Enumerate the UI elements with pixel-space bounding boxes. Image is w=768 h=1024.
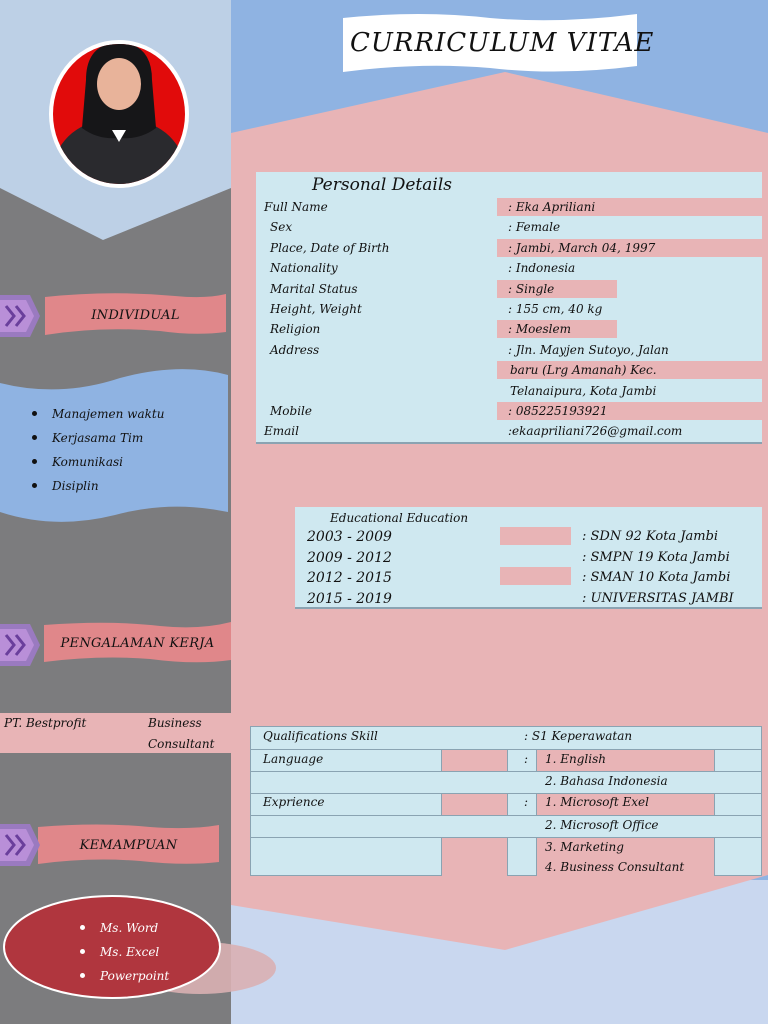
list-item: Ms. Excel <box>78 943 169 967</box>
pd-value: : Eka Apriliani <box>508 200 596 214</box>
qualifications-table <box>250 726 762 876</box>
language-colon: : <box>524 752 529 766</box>
edu-years: 2003 - 2009 <box>307 529 392 545</box>
pd-label: Religion <box>270 322 321 337</box>
pd-label: Marital Status <box>270 281 358 296</box>
pd-value: : Female <box>508 220 561 235</box>
edu-years: 2009 - 2012 <box>307 549 392 566</box>
pd-value: : Indonesia <box>508 261 576 276</box>
qualification-label: Qualifications Skill <box>263 729 378 743</box>
experience-item: 1. Microsoft Exel <box>545 795 649 809</box>
pd-label: Place, Date of Birth <box>270 240 390 255</box>
edu-school: : SDN 92 Kota Jambi <box>582 529 719 544</box>
experience-item: 4. Business Consultant <box>545 860 685 874</box>
list-item: Powerpoint <box>78 967 169 991</box>
pd-value: : 085225193921 <box>508 404 608 418</box>
pd-value: baru (Lrg Amanah) Kec. <box>510 363 657 378</box>
qualification-value: : S1 Keperawatan <box>524 729 633 743</box>
edu-school: : SMPN 19 Kota Jambi <box>582 549 730 565</box>
language-item: 1. English <box>545 752 606 766</box>
individual-heading: INDIVIDUAL <box>91 308 180 323</box>
language-item: 2. Bahasa Indonesia <box>545 774 668 788</box>
pd-label: Height, Weight <box>270 302 362 316</box>
experience-heading: PENGALAMAN KERJA <box>60 636 215 651</box>
edu-school: : SMAN 10 Kota Jambi <box>582 570 731 585</box>
pd-value: : 155 cm, 40 kg <box>508 302 603 316</box>
pd-value: : Jambi, March 04, 1997 <box>508 240 656 255</box>
pd-value: : Jln. Mayjen Sutoyo, Jalan <box>508 342 669 357</box>
pd-label: Nationality <box>270 261 338 276</box>
language-label: Language <box>263 752 324 766</box>
experience-role: Consultant <box>148 737 215 751</box>
page-title: CURRICULUM VITAE <box>350 28 655 58</box>
list-item: Disiplin <box>30 477 164 501</box>
abilities-list <box>78 919 169 991</box>
pd-value: Telanaipura, Kota Jambi <box>510 383 657 398</box>
edu-years: 2015 - 2019 <box>307 590 392 607</box>
edu-years: 2012 - 2015 <box>307 570 392 586</box>
pd-label: Full Name <box>264 200 328 214</box>
list-item: Ms. Word <box>78 919 169 943</box>
experience-item: 3. Marketing <box>545 840 624 854</box>
pd-value: : Single <box>508 281 555 296</box>
education-heading: Educational Education <box>330 511 469 525</box>
abilities-heading: KEMAMPUAN <box>79 838 178 853</box>
experience-item: 2. Microsoft Office <box>545 818 659 832</box>
experience-company: PT. Bestprofit <box>4 716 87 730</box>
individual-skill-list <box>30 405 164 501</box>
pd-value: :ekaapriliani726@gmail.com <box>508 424 683 439</box>
experience-label: Exprience <box>263 795 325 809</box>
pd-label: Email <box>264 424 299 439</box>
pd-value: : Moeslem <box>508 322 571 337</box>
experience-role: Business <box>148 716 202 730</box>
edu-school: : UNIVERSITAS JAMBI <box>582 590 734 606</box>
pd-label: Mobile <box>270 404 312 418</box>
list-item: Komunikasi <box>30 453 164 477</box>
experience-colon: : <box>524 795 529 809</box>
pd-label: Sex <box>270 220 293 235</box>
pd-label: Address <box>270 342 320 357</box>
edu-pink-bar <box>500 527 571 545</box>
personal-details-heading: Personal Details <box>312 175 453 195</box>
edu-pink-bar <box>500 567 571 585</box>
list-item: Kerjasama Tim <box>30 429 164 453</box>
list-item: Manajemen waktu <box>30 405 164 429</box>
